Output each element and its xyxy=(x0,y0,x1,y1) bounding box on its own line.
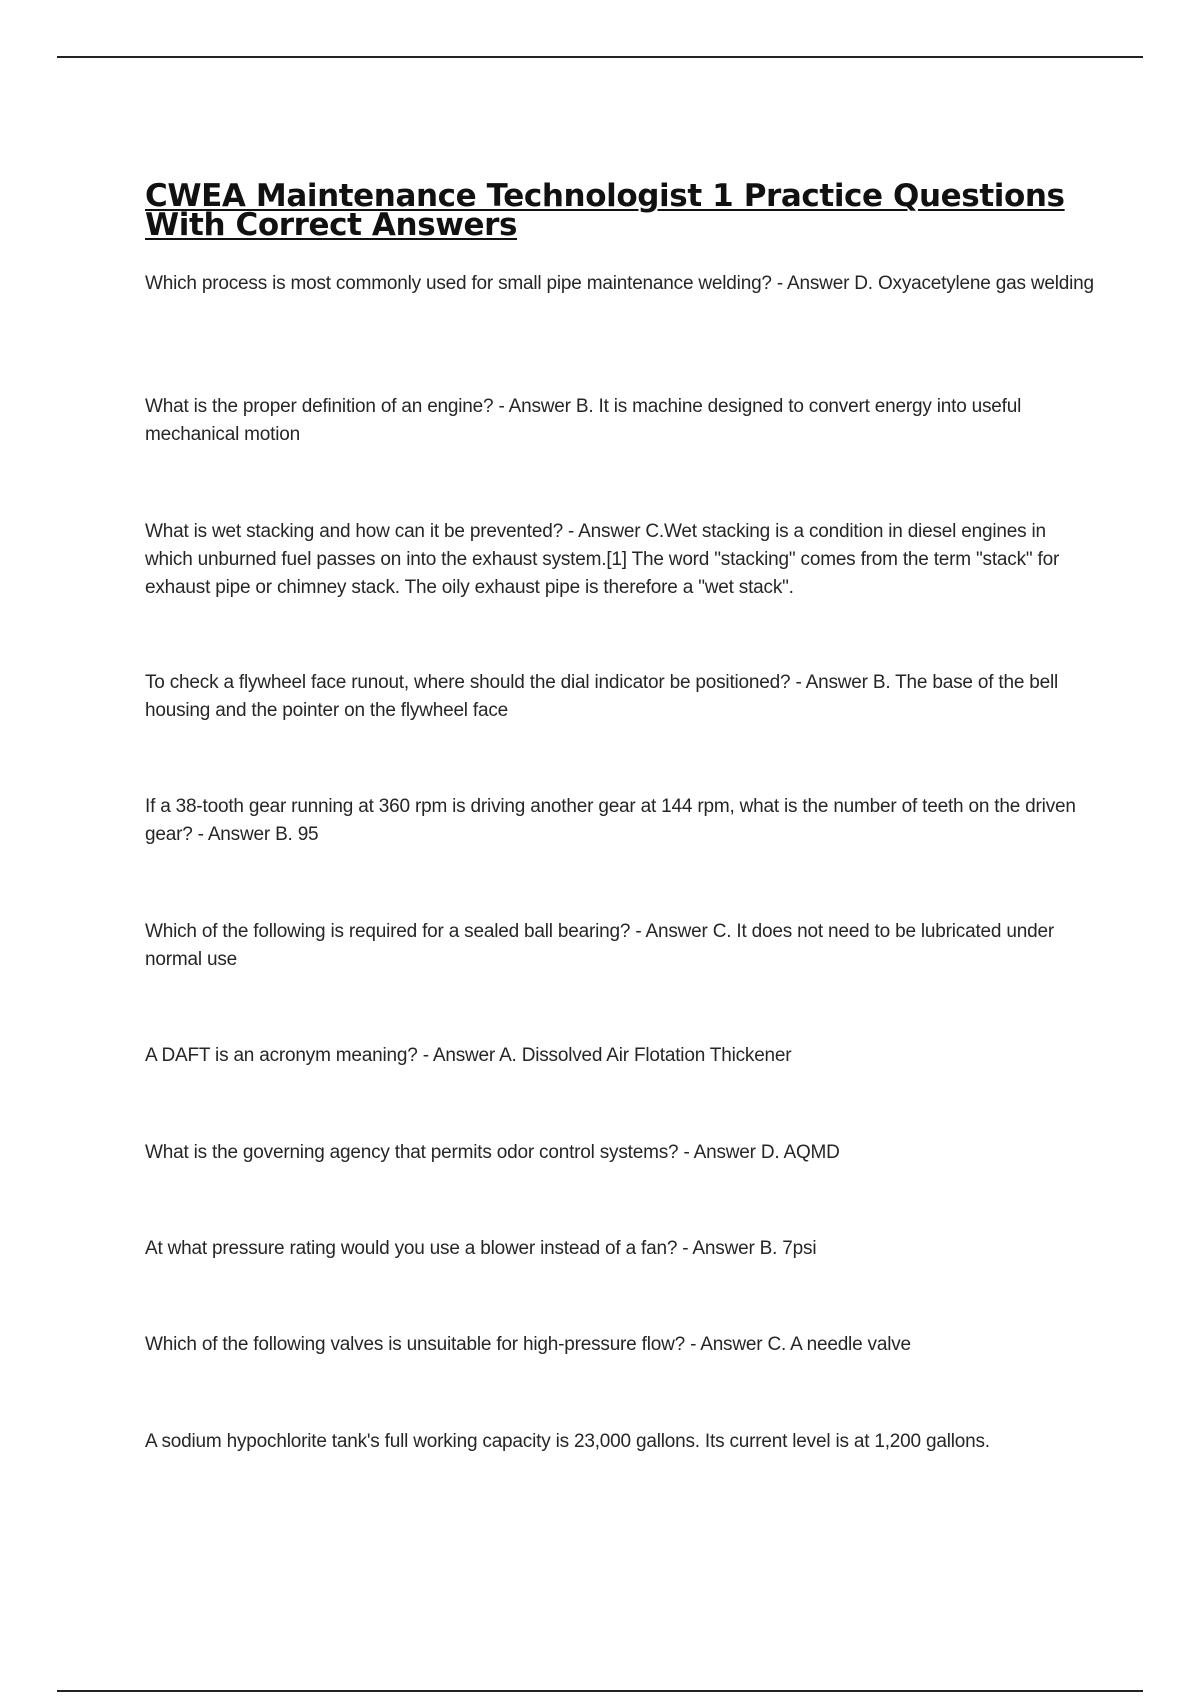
qa-item: What is wet stacking and how can it be prevented? - Answer C.Wet stacking is a condition in diesel engines in which unburned fuel passes on into the exhaust system.[1] The word "stacking" comes from the term "stack" for exhaust pipe or chimney stack. The oily exhaust pipe is therefore a "wet stack". xyxy=(145,521,1060,598)
qa-item: At what pressure rating would you use a blower instead of a fan? - Answer B. 7psi xyxy=(145,1238,817,1259)
qa-item: Which of the following valves is unsuitable for high-pressure flow? - Answer C. A needle valve xyxy=(145,1334,911,1355)
qa-item: If a 38-tooth gear running at 360 rpm is driving another gear at 144 rpm, what is the number of teeth on the driven gear? - Answer B. 95 xyxy=(145,796,1076,845)
qa-item: A DAFT is an acronym meaning? - Answer A. Dissolved Air Flotation Thickener xyxy=(145,1045,792,1066)
document-title: CWEA Maintenance Technologist 1 Practice Questions With Correct Answers xyxy=(145,178,1065,243)
footer-rule xyxy=(57,1690,1143,1692)
qa-item: Which of the following is required for a sealed ball bearing? - Answer C. It does not need to be lubricated under normal use xyxy=(145,921,1054,970)
document-body xyxy=(145,178,1095,1452)
qa-item: Which process is most commonly used for small pipe maintenance welding? - Answer D. Oxyacetylene gas welding xyxy=(145,273,1094,294)
qa-item: What is the proper definition of an engine? - Answer B. It is machine designed to convert energy into useful mechanical motion xyxy=(145,396,1022,445)
qa-item: What is the governing agency that permits odor control systems? - Answer D. AQMD xyxy=(145,1142,840,1163)
qa-item: A sodium hypochlorite tank's full working capacity is 23,000 gallons. Its current level is at 1,200 gallons. xyxy=(145,1431,990,1452)
qa-item: To check a flywheel face runout, where should the dial indicator be positioned? - Answer B. The base of the bell housing and the pointer on the flywheel face xyxy=(145,672,1059,721)
header-rule xyxy=(57,56,1143,58)
